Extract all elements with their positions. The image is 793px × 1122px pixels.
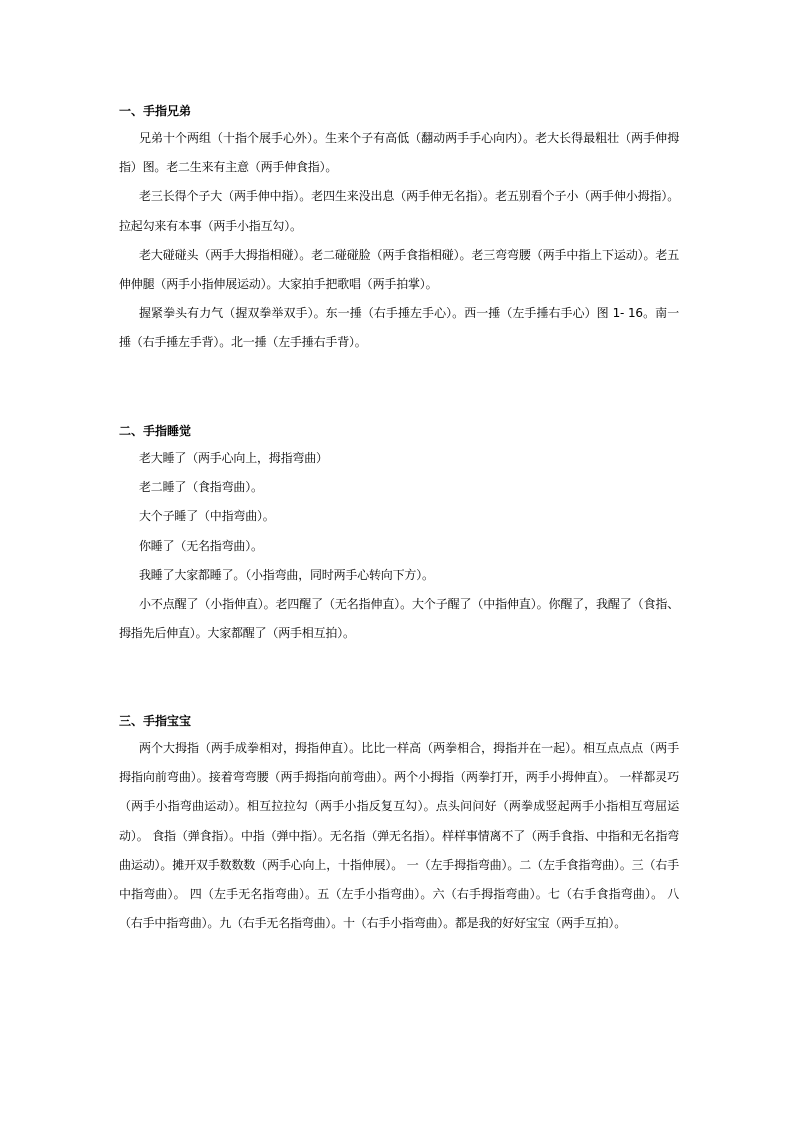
section-finger-sleeping xyxy=(119,420,679,648)
section-heading: 三、手指宝宝 xyxy=(119,714,192,728)
paragraph: 握紧拳头有力气（握双拳举双手）。东一捶（右手捶左手心）。西一捶（左手捶右手心）图 1- 16。南一捶（右手捶左手背）。北一捶（左手捶右手背）。 xyxy=(119,306,679,350)
section-finger-brothers xyxy=(119,100,679,358)
paragraph: 老三长得个子大（两手伸中指）。老四生来没出息（两手伸无名指）。老五别看个子小（两手伸小拇指）。拉起勾来有本事（两手小指互勾）。 xyxy=(119,189,679,233)
paragraph: 我睡了大家都睡了。（小指弯曲，同时两手心转向下方）。 xyxy=(139,567,434,582)
paragraph: 你睡了（无名指弯曲）。 xyxy=(139,538,263,553)
paragraph: 两个大拇指（两手成拳相对，拇指伸直）。比比一样高（两拳相合，拇指并在一起）。相互点点点（两手拇指向前弯曲）。接着弯弯腰（两手拇指向前弯曲）。两个小拇指（两拳打开，两手小拇伸直）。 一样都灵巧（两手小指弯曲运动）。相互拉拉勾（两手小指反复互勾）。点头问问好（两拳成竖起两手小指相互弯屈运动）。 食指（弹食指）。中指（弹中指）。无名指（弹无名指）。样样事情离不了（两手食指、中指和无名指弯曲运动）。摊开双手数数数（两手心向上，十指伸展）。 一（左手拇指弯曲）。二（左手食指弯曲）。三（右手中指弯曲）。 四（左手无名指弯曲）。五（左手小指弯曲）。六（右手拇指弯曲）。七（右手食指弯曲）。 八（右手中指弯曲）。九（右手无名指弯曲）。十（右手小指弯曲）。都是我的好好宝宝（两手互拍）。 xyxy=(119,741,679,931)
section-heading: 二、手指睡觉 xyxy=(119,424,192,438)
paragraph: 老大碰碰头（两手大拇指相碰）。老二碰碰脸（两手食指相碰）。老三弯弯腰（两手中指上下运动）。老五伸伸腿（两手小指伸展运动）。大家拍手把歌唱（两手拍掌）。 xyxy=(119,247,679,292)
paragraph: 老二睡了（食指弯曲）。 xyxy=(139,480,263,495)
section-heading: 一、手指兄弟 xyxy=(119,104,192,118)
paragraph: 大个子睡了（中指弯曲）。 xyxy=(139,509,275,524)
paragraph: 兄弟十个两组（十指个展手心外）。生来个子有高低（翻动两手手心向内）。老大长得最粗壮（两手伸拇指）图。老二生来有主意（两手伸食指）。 xyxy=(119,131,679,175)
paragraph: 小不点醒了（小指伸直）。老四醒了（无名指伸直）。大个子醒了（中指伸直）。你醒了，我醒了（食指、拇指先后伸直）。大家都醒了（两手相互拍）。 xyxy=(119,597,679,641)
section-finger-babies xyxy=(119,710,679,938)
paragraph: 老大睡了（两手心向上，拇指弯曲） xyxy=(139,451,328,465)
